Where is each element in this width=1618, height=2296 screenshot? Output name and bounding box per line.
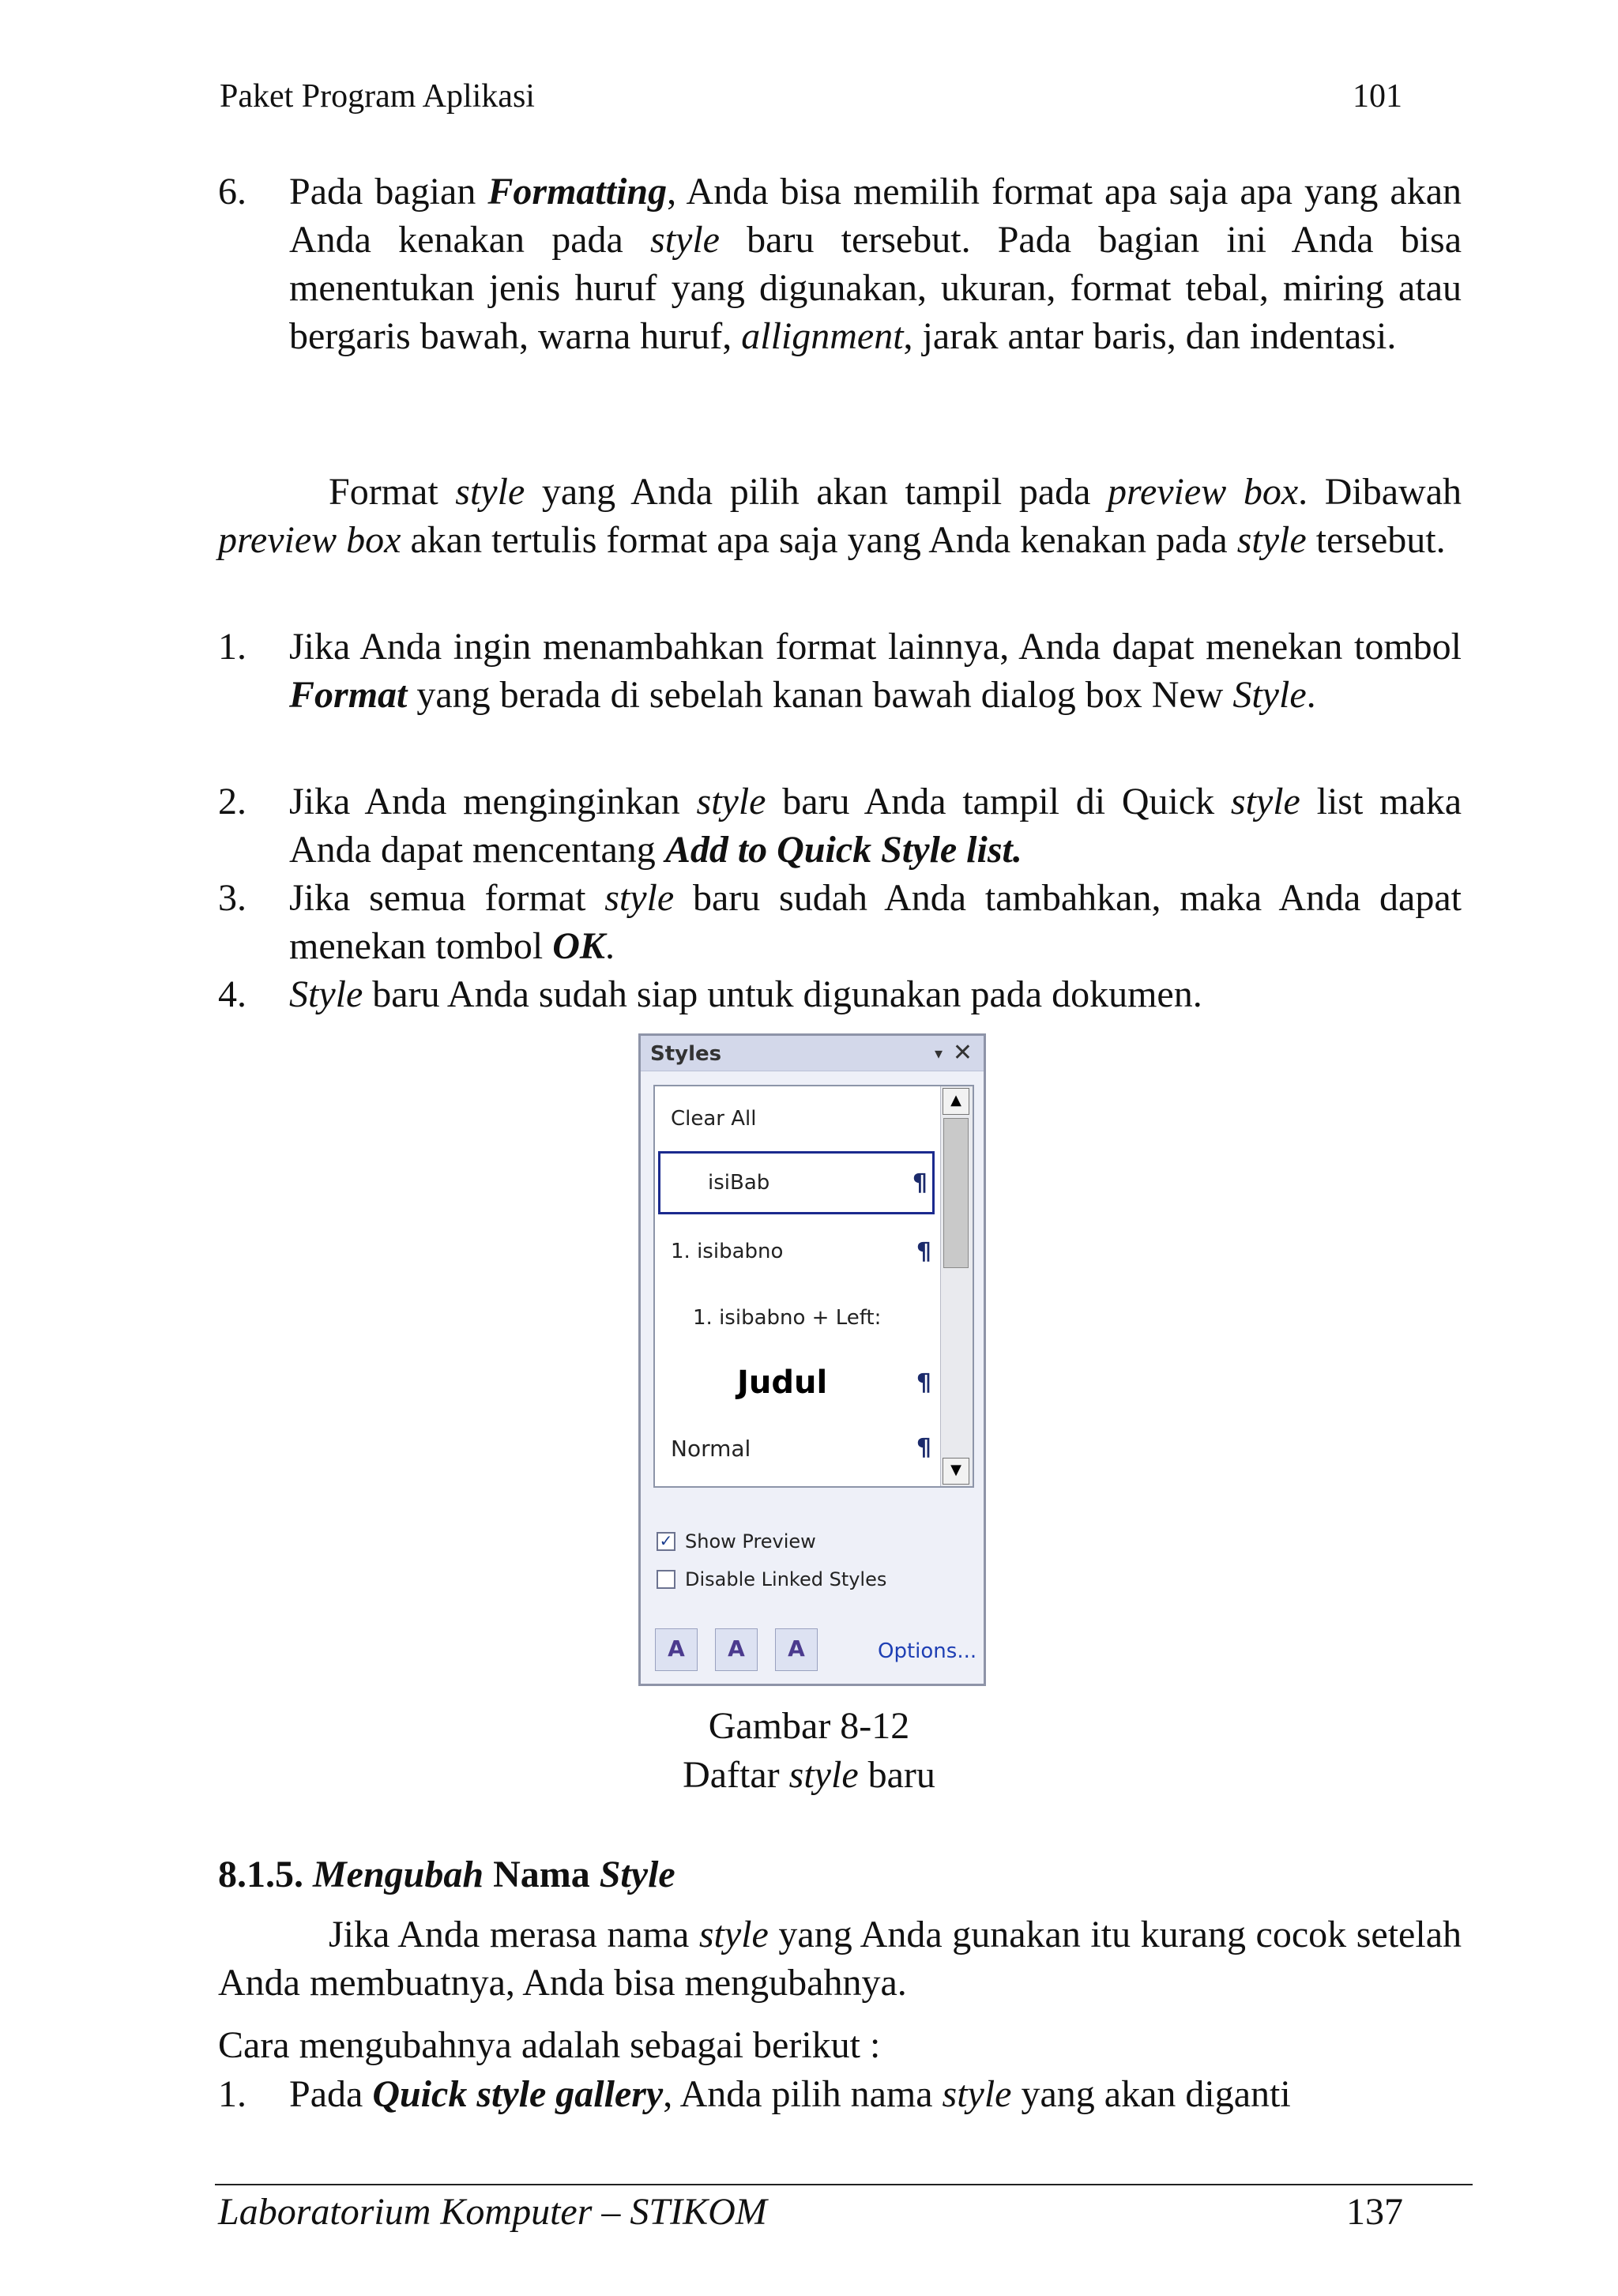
running-header-title: Paket Program Aplikasi	[220, 78, 535, 115]
style-list-scrollbar[interactable]	[940, 1086, 973, 1486]
list-number: 4.	[218, 973, 246, 1015]
list-item	[218, 167, 1462, 360]
list-item	[218, 777, 1462, 874]
scroll-thumb[interactable]	[943, 1118, 969, 1268]
list-number: 2.	[218, 781, 246, 822]
styles-pane	[638, 1033, 986, 1686]
pane-title: Styles	[650, 1042, 722, 1066]
list-item	[218, 623, 1462, 719]
footer-rule	[215, 2184, 1473, 2185]
pilcrow-icon: ¶	[916, 1238, 931, 1266]
show-preview-checkbox[interactable]: ✓	[657, 1532, 675, 1551]
style-label: Clear All	[671, 1107, 757, 1131]
style-inspector-button[interactable]: A	[715, 1628, 758, 1671]
style-item-isibab[interactable]	[658, 1151, 935, 1214]
footer-title: Laboratorium Komputer – STIKOM	[218, 2191, 767, 2233]
running-header-page: 101	[1353, 78, 1402, 115]
disable-linked-styles-label: Disable Linked Styles	[685, 1568, 887, 1590]
paragraph: Format style yang Anda pilih akan tampil pada preview box. Dibawah preview box akan tertulis format apa saja yang Anda kenakan pada style tersebut.	[218, 471, 1462, 561]
list-item	[218, 2070, 1462, 2118]
style-list[interactable]	[653, 1085, 974, 1488]
list-number: 3.	[218, 877, 246, 919]
style-label: Judul	[737, 1364, 828, 1401]
list-text: Jika Anda ingin menambahkan format lainnya, Anda dapat menekan tombol Format yang berada di sebelah kanan bawah dialog box New Style.	[289, 626, 1462, 716]
style-label: Normal	[671, 1436, 751, 1462]
dropdown-icon[interactable]: ▾	[934, 1044, 943, 1063]
style-label: 1. isibabno	[671, 1240, 784, 1263]
style-item-clear-all[interactable]	[655, 1086, 939, 1150]
pane-titlebar	[641, 1036, 984, 1071]
manage-styles-button[interactable]: A	[775, 1628, 818, 1671]
scroll-up-icon[interactable]: ▲	[943, 1088, 969, 1115]
list-item	[218, 970, 1462, 1018]
close-icon[interactable]: ✕	[952, 1039, 973, 1067]
figure-caption-number: Gambar 8-12	[708, 1705, 910, 1747]
show-preview-label: Show Preview	[685, 1530, 816, 1553]
list-number: 6.	[218, 171, 246, 213]
scroll-down-icon[interactable]: ▼	[943, 1458, 969, 1485]
list-text: Style baru Anda sudah siap untuk digunakan pada dokumen.	[289, 973, 1202, 1015]
figure-caption-title: Daftar style baru	[683, 1754, 935, 1796]
new-style-button[interactable]: A	[655, 1628, 698, 1671]
style-label: 1. isibabno + Left:	[693, 1306, 882, 1330]
list-number: 1.	[218, 2073, 246, 2115]
options-link[interactable]: Options...	[878, 1639, 977, 1663]
disable-linked-styles-checkbox[interactable]	[657, 1570, 675, 1589]
pilcrow-icon: ¶	[912, 1169, 928, 1197]
list-text: Pada bagian Formatting, Anda bisa memilih format apa saja apa yang akan Anda kenakan pada style baru tersebut. Pada bagian ini Anda bisa menentukan jenis huruf yang digunakan, ukuran, format tebal, miring atau bergaris bawah, warna huruf, allignment, jarak antar baris, dan indentasi.	[289, 171, 1462, 357]
paragraph: Jika Anda merasa nama style yang Anda gunakan itu kurang cocok setelah Anda membuatnya, Anda bisa mengubahnya.	[218, 1914, 1462, 2004]
style-item-isibabno[interactable]	[655, 1219, 939, 1282]
list-text: Jika Anda menginginkan style baru Anda tampil di Quick style list maka Anda dapat mencentang Add to Quick Style list.	[289, 781, 1462, 871]
section-heading: 8.1.5. Mengubah Nama Style	[218, 1854, 675, 1895]
paragraph: Cara mengubahnya adalah sebagai berikut :	[218, 2024, 881, 2066]
style-label: isiBab	[708, 1171, 770, 1195]
style-item-normal[interactable]	[655, 1415, 939, 1478]
list-item	[218, 874, 1462, 970]
style-item-isibabno-left[interactable]	[655, 1285, 939, 1349]
list-text: Pada Quick style gallery, Anda pilih nama style yang akan diganti	[289, 2073, 1291, 2115]
style-item-judul[interactable]	[655, 1350, 939, 1413]
pilcrow-icon: ¶	[916, 1434, 931, 1462]
list-text: Jika semua format style baru sudah Anda tambahkan, maka Anda dapat menekan tombol OK.	[289, 877, 1462, 967]
list-number: 1.	[218, 626, 246, 668]
pilcrow-icon: ¶	[916, 1369, 931, 1397]
footer-page-number: 137	[1346, 2191, 1403, 2233]
